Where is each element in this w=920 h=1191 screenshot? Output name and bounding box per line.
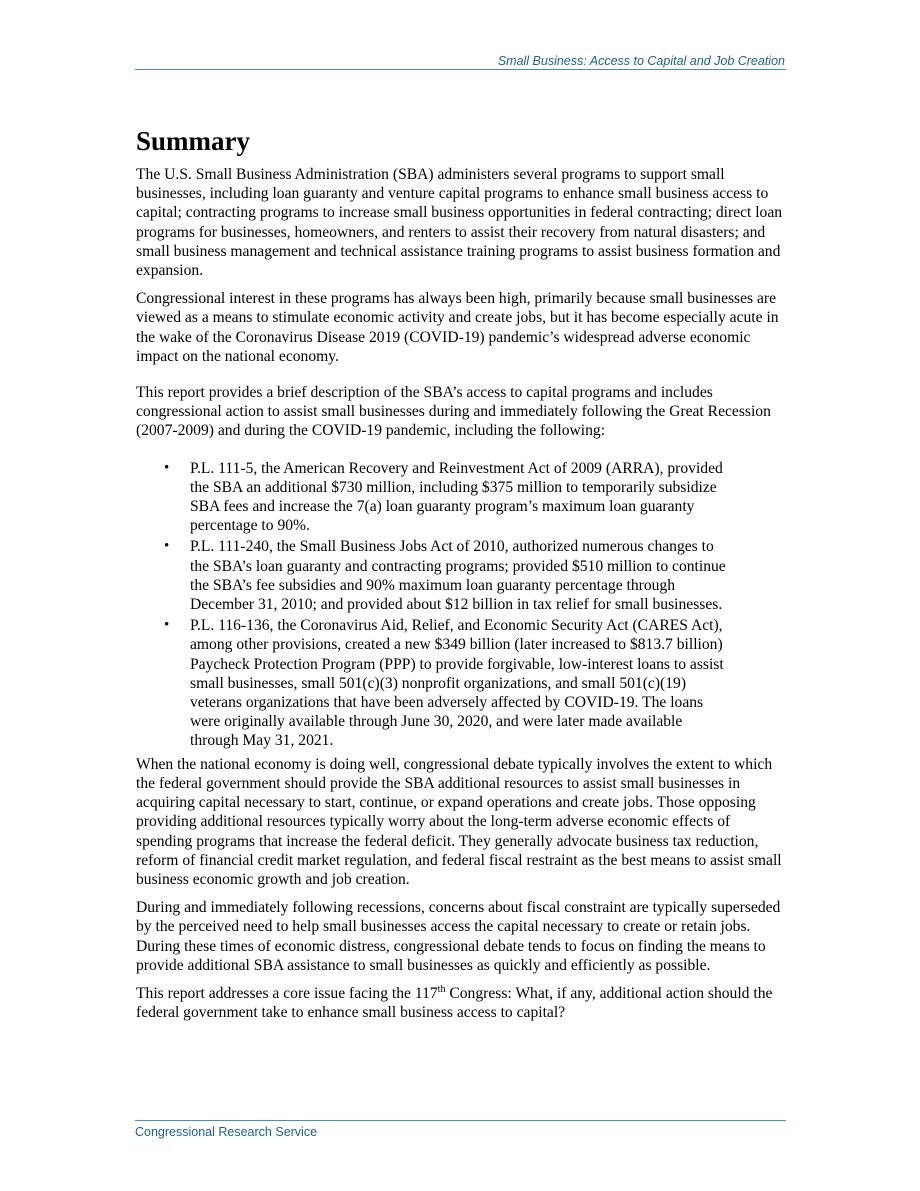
list-item-text: P.L. 111-5, the American Recovery and Reinvestment Act of 2009 (ARRA), provided the SBA an additional $730 million, including $375 million to temporarily subsidize SBA fees and increase the 7(a) loan guaranty program’s maximum loan guaranty percentage to 90%.	[190, 459, 723, 535]
bullet-icon: •	[164, 538, 170, 555]
paragraph-2: Congressional interest in these programs has always been high, primarily because small businesses are viewed as a means to stimulate economic activity and create jobs, but it has become especially acute in the wake of the Coronavirus Disease 2019 (COVID-19) pandemic’s widespread adverse economic impact on the national economy.	[136, 290, 779, 365]
paragraph-6	[136, 984, 786, 1022]
header-title: Small Business: Access to Capital and Job Creation	[497, 54, 785, 68]
running-footer	[135, 1120, 786, 1141]
paragraph-3: This report provides a brief description of the SBA’s access to capital programs and includes congressional action to assist small businesses during and immediately following the Great Recession (2007-2009) and during the COVID-19 pandemic, including the following:	[136, 384, 771, 440]
list-item-text: P.L. 116-136, the Coronavirus Aid, Relief, and Economic Security Act (CARES Act), among other provisions, created a new $349 billion (later increased to $813.7 billion) Paycheck Protection Program (PPP) to provide forgivable, low-interest loans to assist small businesses, small 501(c)(3) nonprofit organizations, and small 501(c)(19) veterans organizations that have been adversely affected by COVID-19. The loans were originally available through June 30, 2020, and were later made available through May 31, 2021.	[190, 617, 724, 750]
page-title: Summary	[136, 126, 250, 156]
paragraph-6-start: This report addresses a core issue facing the 117	[136, 984, 438, 1002]
paragraph-5: During and immediately following recessions, concerns about fiscal constraint are typically superseded by the perceived need to help small businesses access the capital necessary to create or retain jobs. During these times of economic distress, congressional debate tends to focus on finding the means to provide additional SBA assistance to small businesses as quickly and efficiently as possible.	[136, 899, 781, 974]
paragraph-1: The U.S. Small Business Administration (SBA) administers several programs to support small businesses, including loan guaranty and venture capital programs to enhance small business access to capital; contracting programs to increase small business opportunities in federal contracting; direct loan programs for businesses, homeowners, and renters to assist their recovery from natural disasters; and small business management and technical assistance training programs to assist business formation and expansion.	[136, 166, 783, 280]
footer-text: Congressional Research Service	[135, 1125, 318, 1139]
list-item	[136, 537, 786, 614]
bullet-icon: •	[164, 617, 170, 634]
list-item	[136, 616, 786, 750]
bullet-list	[136, 459, 786, 751]
list-item-text: P.L. 111-240, the Small Business Jobs Act of 2010, authorized numerous changes to the SBA’s loan guaranty and contracting programs; provided $510 million to continue the SBA’s fee subsidies and 90% maximum loan guaranty percentage through December 31, 2010; and provided about $12 billion in tax relief for small businesses.	[190, 538, 726, 614]
page-content	[136, 124, 786, 1031]
running-header	[135, 53, 786, 70]
bullet-icon: •	[164, 459, 170, 476]
paragraph-6-end: Congress: What, if any, additional action should the federal government take to enhance small business access to capital?	[136, 984, 773, 1022]
paragraph-4: When the national economy is doing well, congressional debate typically involves the extent to which the federal government should provide the SBA additional resources to assist small businesses in acquiring capital necessary to start, continue, or expand operations and create jobs. Those opposing providing additional resources typically worry about the long-term adverse economic effects of spending programs that increase the federal deficit. They generally advocate business tax reduction, reform of financial credit market regulation, and federal fiscal restraint as the best means to assist small business economic growth and job creation.	[136, 755, 782, 888]
list-item	[136, 459, 786, 536]
ordinal-suffix: th	[437, 983, 446, 995]
